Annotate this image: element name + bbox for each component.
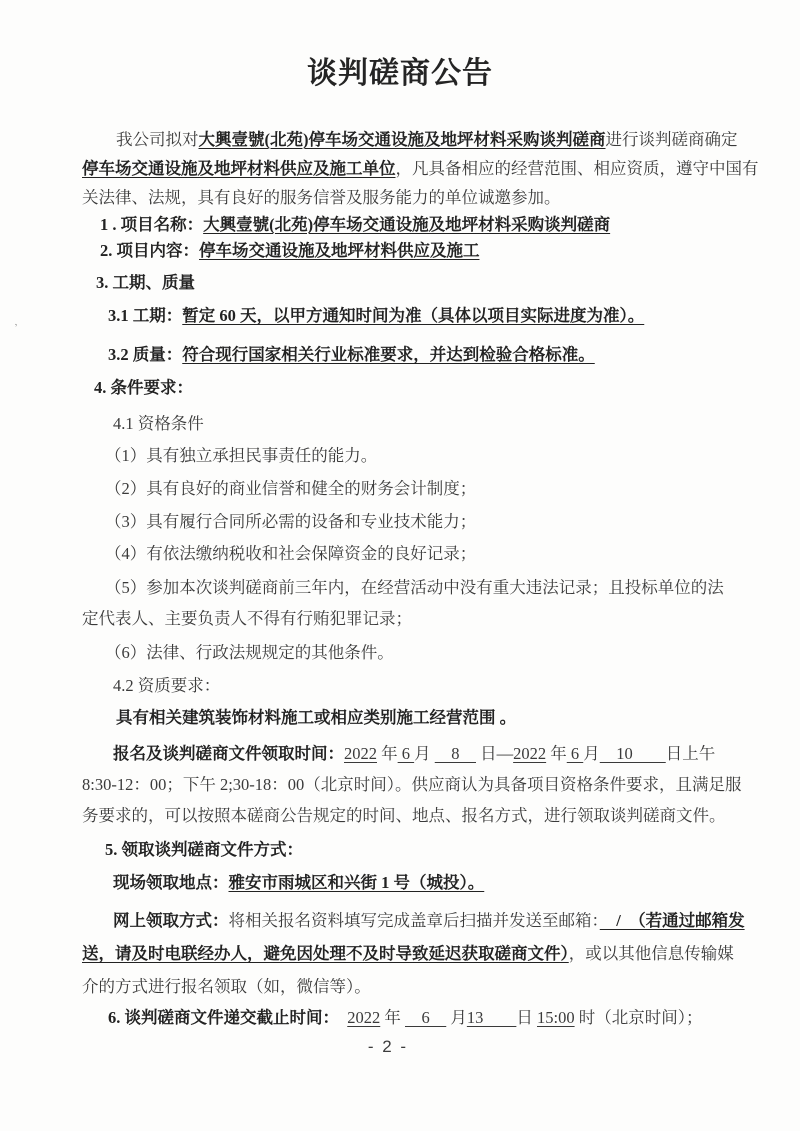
item-label: 3.1 工期： [108, 306, 183, 325]
page-title: 谈判磋商公告 [307, 57, 493, 90]
onsite-pickup-location [82, 870, 794, 896]
section-4-2-heading [82, 673, 794, 699]
online-pickup-line-2 [82, 937, 794, 970]
page-number: - 2 - [367, 1037, 409, 1056]
item-project-content [82, 238, 794, 264]
registration-label: 报名及谈判磋商文件领取时间： [113, 744, 344, 763]
registration-time-line-1 [82, 738, 794, 769]
text-run: （1）具有独立承担民事责任的能力。 [105, 446, 378, 465]
project-name-underlined: 大興壹號(北苑)停车场交通设施及地坪材料采购谈判磋商 [198, 130, 606, 149]
text-run [331, 1008, 348, 1027]
text-run: 我公司拟对 [116, 130, 199, 149]
text-run: 月 [583, 744, 600, 763]
text-run: 送，请及时电联经办人，避免因处理不及时导致延迟获取磋商文件） [82, 944, 569, 963]
heading-text: 4.1 资格条件 [113, 414, 204, 433]
text-run: （2）具有良好的商业信誉和健全的财务会计制度； [105, 479, 477, 498]
email-blank-slash: / （若通过邮箱发 [599, 911, 745, 930]
text-run: 月 [414, 744, 435, 763]
text-run: 年 [380, 1008, 405, 1027]
condition-6 [82, 640, 794, 666]
text-run: 务要求的，可以按照本磋商公告规定的时间、地点、报名方式，进行领取谈判磋商文件。 [82, 806, 726, 825]
deadline-year: 2022 [347, 1008, 381, 1027]
item-value: 符合现行国家相关行业标准要求，并达到检验合格标准。 [182, 345, 595, 364]
item-label: 现场领取地点： [113, 873, 229, 892]
item-project-name [82, 212, 794, 238]
date-day-start: 8 [434, 744, 476, 763]
item-duration [82, 303, 794, 329]
text-run: 定代表人、主要负责人不得有行贿犯罪记录； [82, 609, 412, 628]
text-run: 日上午 [665, 744, 716, 763]
intro-line-2 [82, 154, 794, 183]
date-month-end: 6 [566, 744, 584, 763]
condition-2 [82, 476, 794, 502]
text-run: 月 [446, 1008, 467, 1027]
text-run: 时（北京时间）； [574, 1008, 703, 1027]
text-run: （5）参加本次谈判磋商前三年内，在经营活动中没有重大违法记录；且投标单位的法 [105, 578, 724, 597]
text-run: 具有相关建筑装饰材料施工或相应类别施工经营范围 。 [116, 708, 517, 727]
condition-4 [82, 541, 794, 567]
online-pickup-line-3 [82, 970, 794, 1003]
item-label: 2. 项目内容： [100, 241, 199, 260]
item-label: 1 . 项目名称： [100, 215, 204, 234]
date-month-start: 6 [397, 744, 415, 763]
text-run: （4）有依法缴纳税收和社会保障资金的良好记录； [105, 544, 477, 563]
item-value: 暂定 60 天，以甲方通知时间为准（具体以项目实际进度为准）。 [182, 306, 645, 325]
section-5-heading [82, 837, 794, 863]
deadline-day: 13 [466, 1008, 517, 1027]
condition-5-line-1 [82, 574, 794, 601]
item-label: 6. 谈判磋商文件递交截止时间： [108, 1008, 331, 1027]
item-label: 3.2 质量： [108, 345, 183, 364]
text-run: 年 [377, 744, 398, 763]
text-run: （6）法律、行政法规规定的其他条件。 [105, 643, 394, 662]
text-run: ，或以其他信息传输媒 [568, 944, 734, 963]
section-3-heading [82, 270, 794, 296]
heading-text: 5. 领取谈判磋商文件方式： [105, 840, 303, 859]
registration-time-line-2 [82, 769, 794, 800]
section-4-heading [82, 375, 794, 401]
date-day-end: 10 [599, 744, 666, 763]
text-run: ，凡具备相应的经营范围、相应资质，遵守中国有 [395, 159, 759, 178]
project-scope-underlined: 停车场交通设施及地坪材料供应及施工单位 [82, 159, 396, 178]
heading-text: 4. 条件要求： [94, 378, 193, 397]
online-pickup-line-1 [82, 904, 794, 937]
text-run: 年 [546, 744, 567, 763]
condition-3 [82, 509, 794, 535]
text-run: 日 [516, 1008, 537, 1027]
date-year-end: 2022 [513, 744, 547, 763]
item-label: 网上领取方式： [113, 911, 229, 930]
text-run: 8:30-12：00；下午 2;30-18：00（北京时间）。供应商认为具备项目资格条件要求，且满足服 [82, 775, 742, 794]
scan-artifact-mark: , [12, 315, 19, 329]
text-run: 日— [476, 744, 514, 763]
deadline-month: 6 [405, 1008, 447, 1027]
item-quality [82, 342, 794, 368]
text-run: 关法律、法规，具有良好的服务信誉及服务能力的单位诚邀参加。 [82, 188, 561, 207]
item-value: 大興壹號(北苑)停车场交通设施及地坪材料采购谈判磋商 [203, 215, 611, 234]
intro-line-1 [82, 125, 794, 154]
condition-1 [82, 443, 794, 469]
heading-text: 4.2 资质要求： [113, 676, 221, 695]
item-value: 停车场交通设施及地坪材料供应及施工 [199, 241, 480, 260]
heading-text: 3. 工期、质量 [96, 273, 195, 292]
text-run: 介的方式进行报名领取（如，微信等）。 [82, 977, 371, 996]
condition-5-line-2 [82, 606, 794, 632]
text-run: （3）具有履行合同所必需的设备和专业技术能力； [105, 512, 477, 531]
deadline-line [82, 1005, 794, 1031]
qualification-scope [82, 705, 794, 731]
registration-time-line-3 [82, 800, 794, 831]
date-year-start: 2022 [344, 744, 377, 763]
intro-line-3 [82, 183, 794, 212]
section-4-1-heading [82, 411, 794, 437]
text-run: 将相关报名资料填写完成盖章后扫描并发送至邮箱： [228, 911, 600, 930]
deadline-hour: 15:00 [537, 1008, 575, 1027]
document-body [0, 125, 800, 1031]
pickup-address: 雅安市雨城区和兴街 1 号（城投）。 [228, 873, 485, 892]
text-run: 进行谈判磋商确定 [605, 130, 738, 149]
